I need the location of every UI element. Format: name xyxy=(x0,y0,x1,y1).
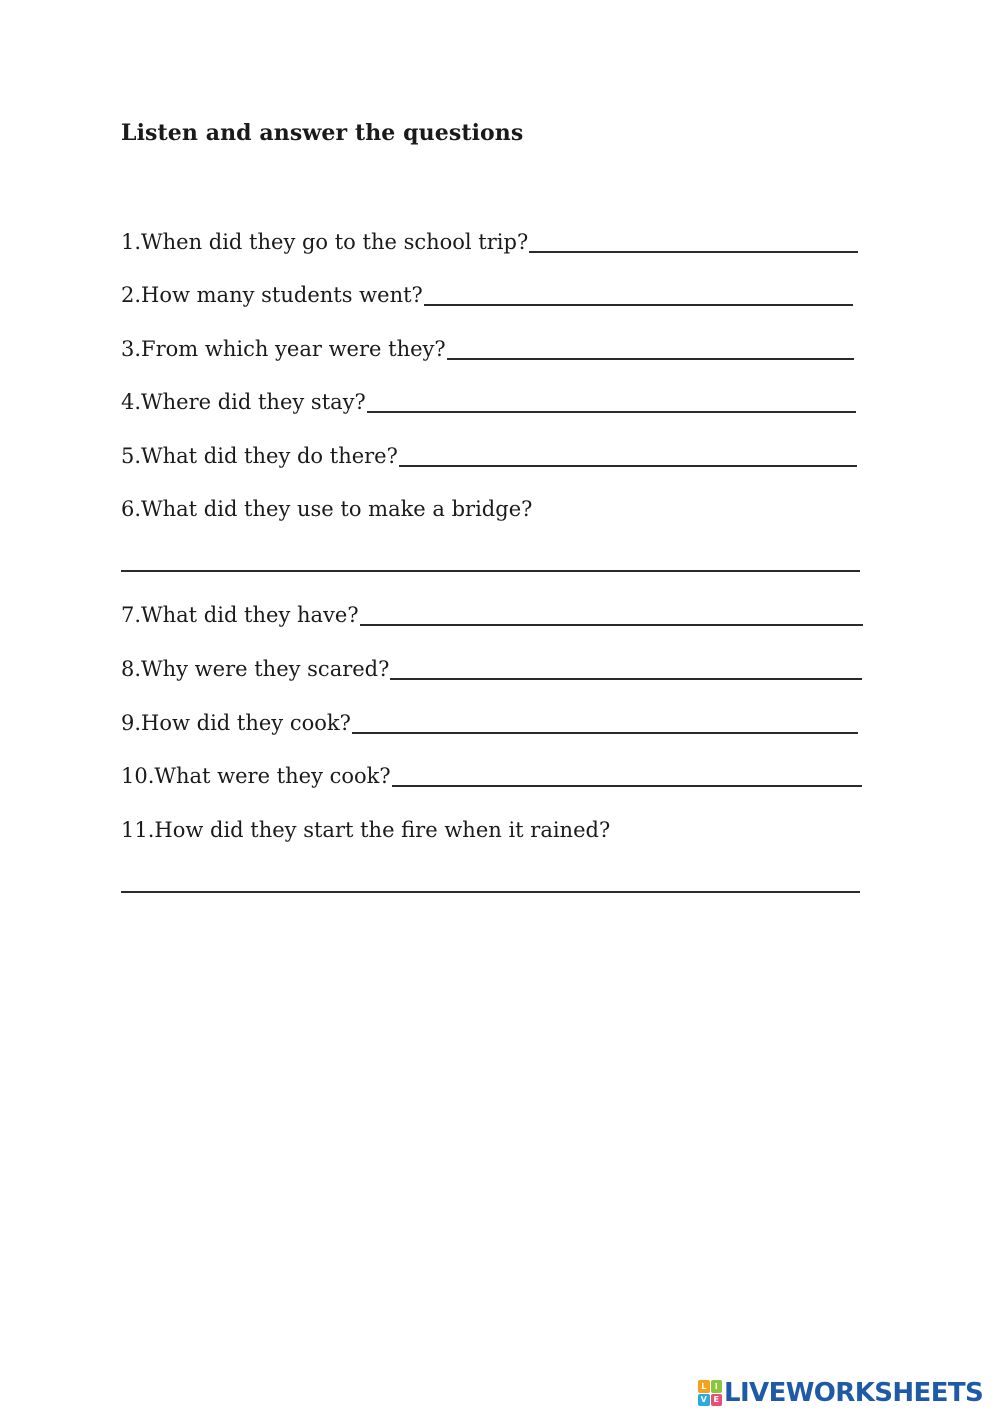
question-text: 2.How many students went? xyxy=(121,283,423,307)
answer-blank[interactable] xyxy=(529,229,858,253)
question-row-9 xyxy=(121,707,858,737)
question-row-3 xyxy=(121,333,854,363)
question-text: 3.From which year were they? xyxy=(121,337,446,361)
answer-blank[interactable] xyxy=(352,710,858,734)
answer-blank[interactable] xyxy=(399,443,857,467)
answer-blank[interactable] xyxy=(447,336,854,360)
question-text: 7.What did they have? xyxy=(121,603,359,627)
question-row-2 xyxy=(121,279,853,309)
question-text: 10.What were they cook? xyxy=(121,764,391,788)
question-text: 11.How did they start the fire when it rained? xyxy=(121,818,611,842)
question-row-5 xyxy=(121,440,857,470)
question-row-7 xyxy=(121,599,863,629)
question-text: 4.Where did they stay? xyxy=(121,390,366,414)
logo-text: LIVEWORKSHEETS xyxy=(724,1378,984,1408)
answer-line[interactable] xyxy=(121,570,860,572)
question-row-8 xyxy=(121,653,862,683)
question-row-4 xyxy=(121,386,856,416)
logo-letter: V xyxy=(698,1394,710,1407)
question-text: 9.How did they cook? xyxy=(121,711,351,735)
question-row-11 xyxy=(121,814,860,844)
answer-blank[interactable] xyxy=(390,656,862,680)
worksheet-title: Listen and answer the questions xyxy=(121,120,524,146)
question-row-6 xyxy=(121,493,860,523)
answer-blank[interactable] xyxy=(392,763,862,787)
logo-icon xyxy=(698,1380,722,1406)
answer-blank[interactable] xyxy=(424,282,853,306)
question-text: 5.What did they do there? xyxy=(121,444,398,468)
question-text: 6.What did they use to make a bridge? xyxy=(121,497,533,521)
answer-line[interactable] xyxy=(121,891,860,893)
question-row-10 xyxy=(121,760,862,790)
answer-blank[interactable] xyxy=(360,602,863,626)
logo-letter: L xyxy=(698,1380,710,1393)
logo-letter: E xyxy=(711,1394,723,1407)
question-text: 8.Why were they scared? xyxy=(121,657,390,681)
answer-blank[interactable] xyxy=(367,389,856,413)
logo-letter: I xyxy=(711,1380,723,1393)
question-text: 1.When did they go to the school trip? xyxy=(121,230,529,254)
question-row-1 xyxy=(121,226,858,256)
liveworksheets-logo xyxy=(698,1378,983,1408)
